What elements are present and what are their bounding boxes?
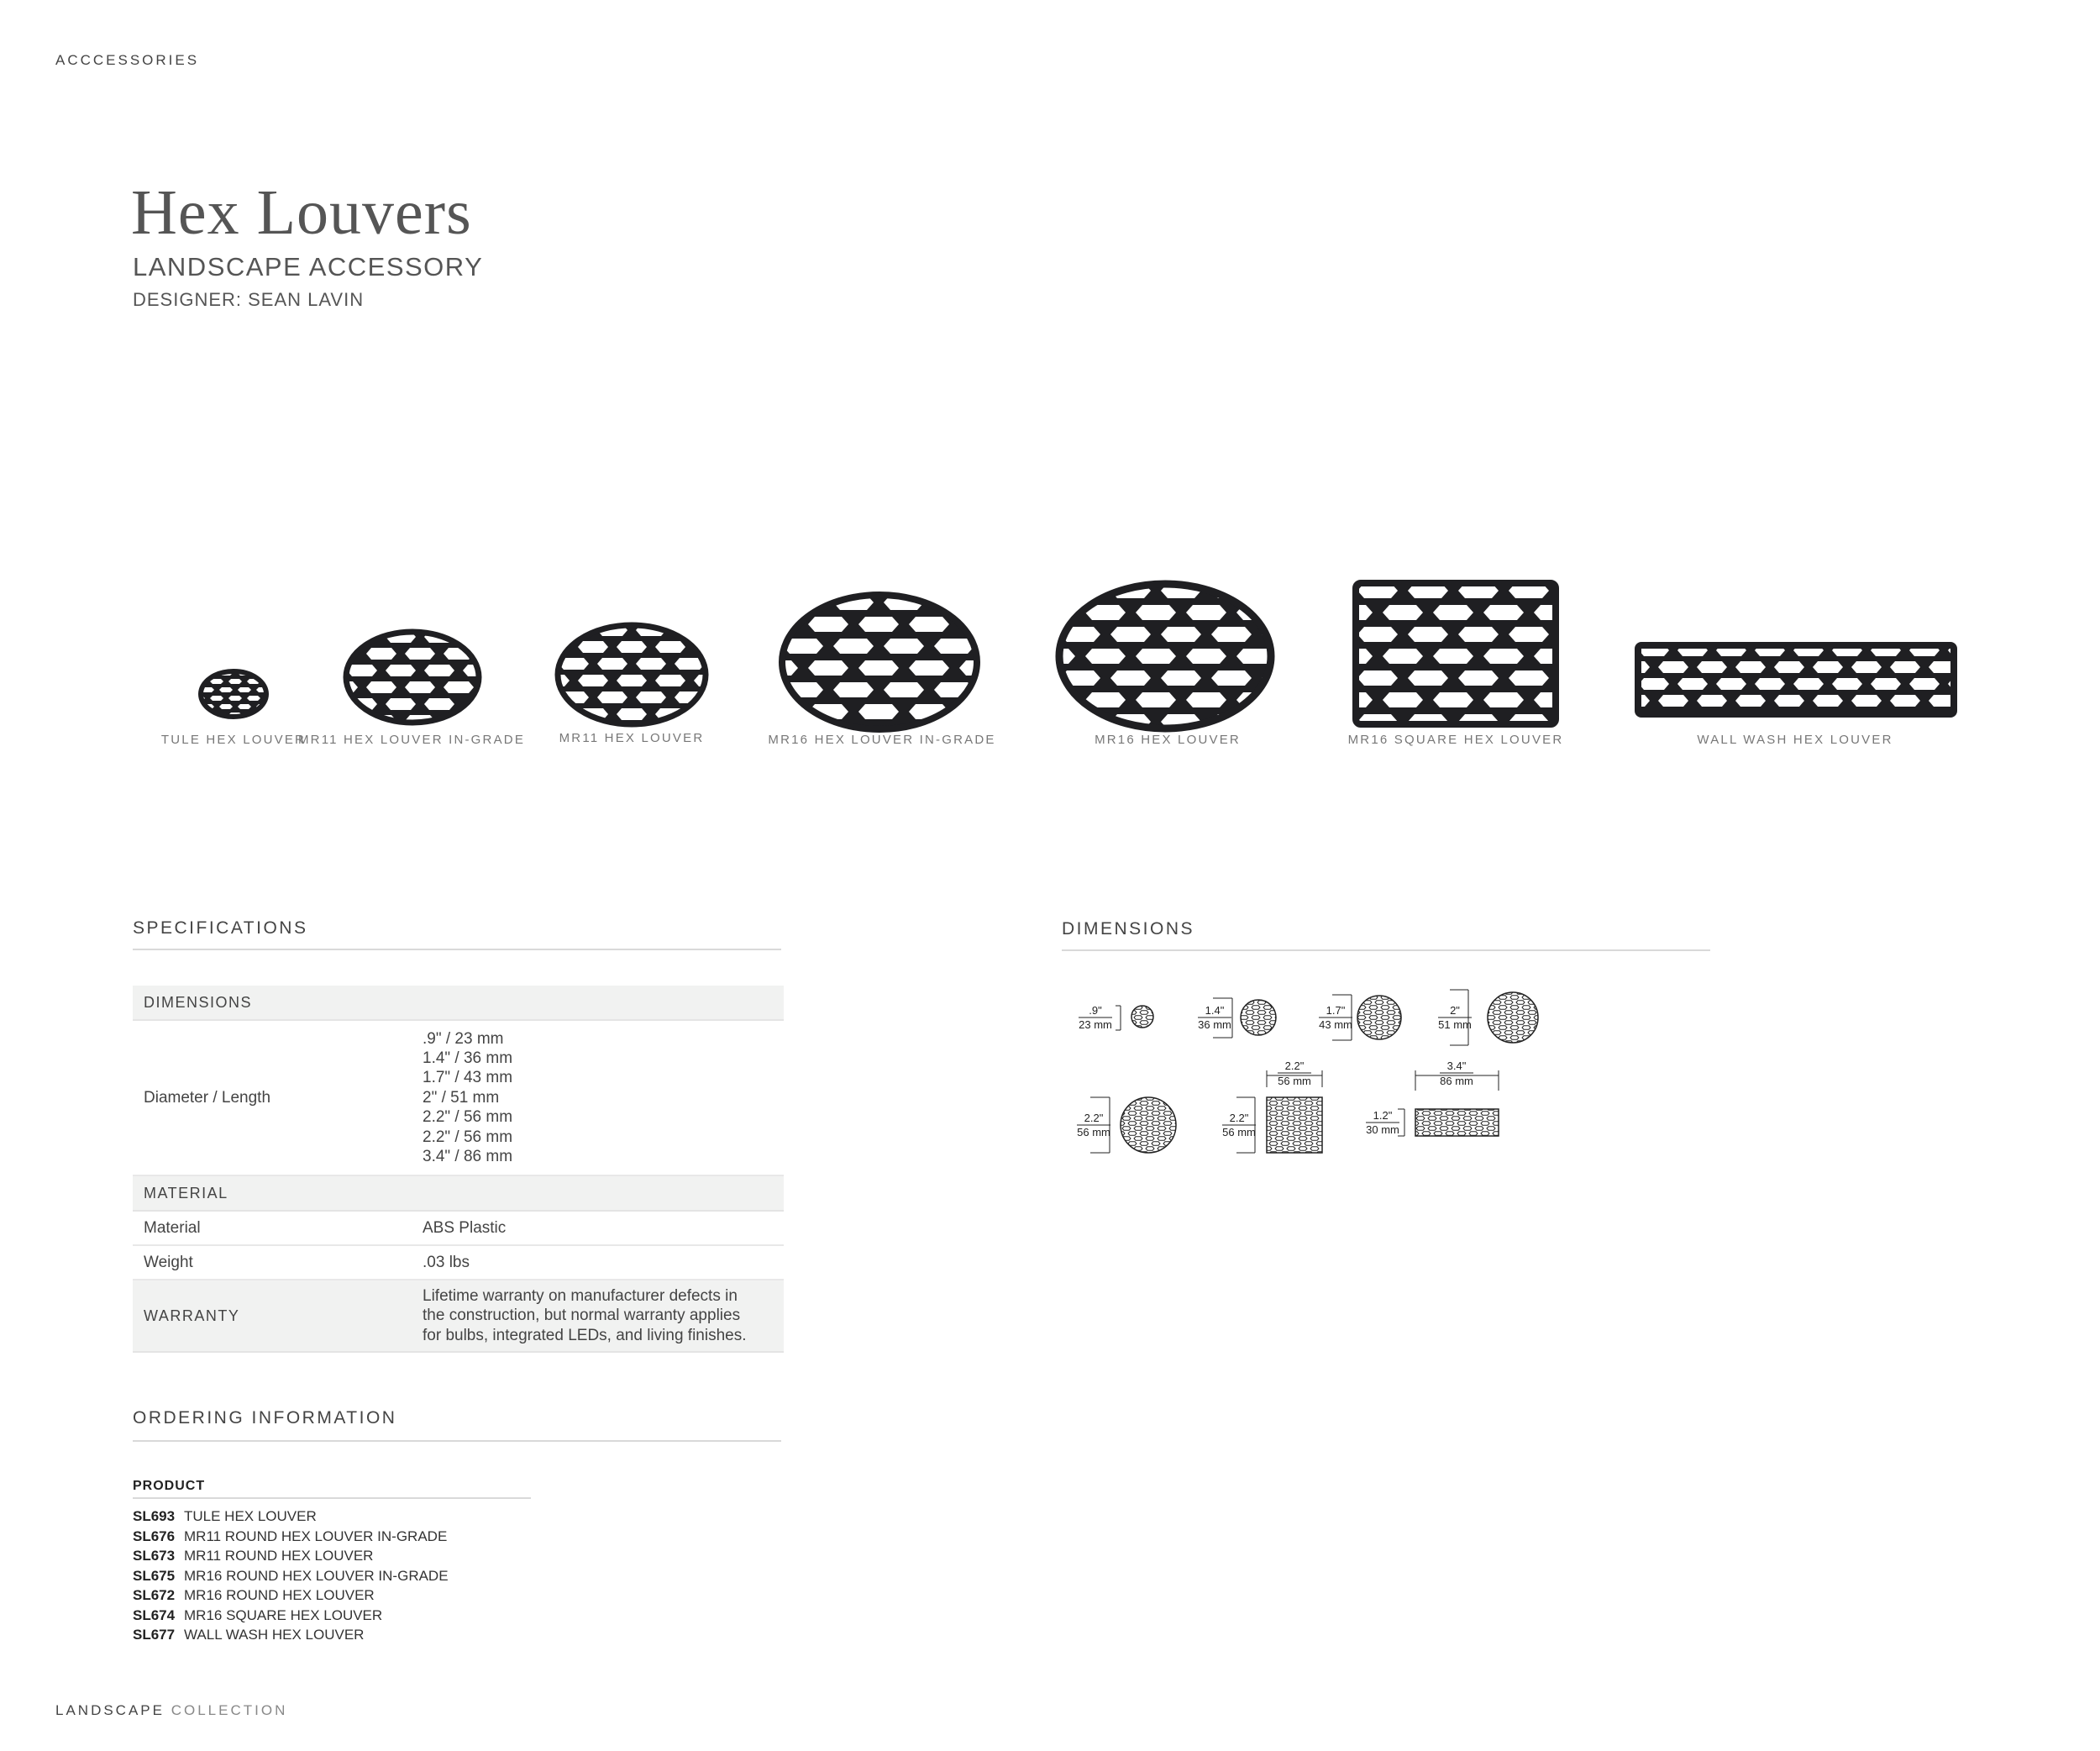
diameter-value: 1.4" / 36 mm — [423, 1049, 513, 1067]
spec-value: .03 lbs — [423, 1245, 784, 1280]
specifications-divider — [133, 949, 781, 950]
ordering-heading: ORDERING INFORMATION — [133, 1408, 397, 1428]
spec-label: Material — [133, 1211, 423, 1245]
mr11-hex-louver-image — [554, 622, 709, 728]
tule-hex-louver-image — [198, 669, 269, 719]
product-name: MR16 ROUND HEX LOUVER — [184, 1587, 375, 1603]
spec-category-row — [133, 1280, 784, 1352]
warranty-line: for bulbs, integrated LEDs, and living finishes. — [423, 1326, 747, 1344]
spec-category-label: DIMENSIONS — [133, 986, 784, 1020]
dim-top-inch: 2.2" — [1284, 1060, 1305, 1072]
mr16-square-hex-louver-image — [1352, 580, 1559, 728]
dim-mm: 43 mm — [1319, 1018, 1352, 1031]
product-gallery — [0, 555, 2100, 765]
diameter-value: 1.7" / 43 mm — [423, 1069, 513, 1087]
mr11-hex-louver-in-grade-image — [343, 628, 482, 726]
dim-mm: 56 mm — [1222, 1126, 1256, 1138]
product-label: MR16 HEX LOUVER IN-GRADE — [768, 733, 996, 747]
dim-inch: 1.4" — [1205, 1004, 1225, 1017]
dimension-drawing — [1438, 990, 1538, 1045]
product-code: SL673 — [133, 1548, 176, 1564]
list-item — [133, 1606, 449, 1626]
product-name: MR16 ROUND HEX LOUVER IN-GRADE — [184, 1567, 449, 1584]
footer-brand: LANDSCAPE — [55, 1702, 165, 1718]
mr16-hex-louver-image — [1055, 580, 1275, 733]
dim-top-mm: 56 mm — [1278, 1075, 1311, 1087]
specifications-table — [133, 986, 784, 1353]
spec-row — [133, 1245, 784, 1280]
diameter-value: 2.2" / 56 mm — [423, 1128, 513, 1146]
spec-category-row — [133, 1175, 784, 1211]
dimension-drawings — [1062, 975, 1583, 1168]
dim-top-inch: 3.4" — [1446, 1060, 1467, 1072]
dim-mm: 23 mm — [1079, 1018, 1112, 1031]
dim-top-mm: 86 mm — [1440, 1075, 1473, 1087]
spec-category-label: WARRANTY — [133, 1280, 423, 1352]
dim-inch: 2.2" — [1084, 1112, 1104, 1124]
list-item — [133, 1625, 449, 1645]
wall-wash-hex-louver-image — [1635, 642, 1957, 718]
product-label: MR16 SQUARE HEX LOUVER — [1347, 733, 1564, 747]
dim-inch: 2" — [1450, 1004, 1460, 1017]
dimension-drawing — [1222, 1060, 1322, 1153]
dimension-drawing — [1366, 1060, 1499, 1136]
dimension-drawing — [1079, 1004, 1153, 1031]
specifications-heading: SPECIFICATIONS — [133, 918, 308, 938]
ordering-list — [133, 1506, 449, 1645]
warranty-line: Lifetime warranty on manufacturer defects in — [423, 1286, 738, 1305]
footer-collection — [55, 1702, 287, 1719]
spec-label: Weight — [133, 1245, 423, 1280]
dim-inch: 1.7" — [1326, 1004, 1346, 1017]
product-label: WALL WASH HEX LOUVER — [1697, 733, 1893, 747]
spec-label: Diameter / Length — [133, 1020, 423, 1175]
dim-inch: 1.2" — [1373, 1109, 1393, 1122]
diameter-value: 3.4" / 86 mm — [423, 1148, 513, 1166]
spec-row — [133, 1020, 784, 1175]
dim-mm: 36 mm — [1198, 1018, 1231, 1031]
product-label: MR11 HEX LOUVER IN-GRADE — [297, 733, 526, 747]
diameter-values — [423, 1029, 773, 1167]
spec-category-label: MATERIAL — [133, 1175, 784, 1211]
diameter-value: 2.2" / 56 mm — [423, 1108, 513, 1127]
spec-value: ABS Plastic — [423, 1211, 784, 1245]
product-label: MR16 HEX LOUVER — [1095, 733, 1241, 747]
list-item — [133, 1566, 449, 1586]
product-name: MR11 ROUND HEX LOUVER — [184, 1548, 374, 1564]
page-title: Hex Louvers — [131, 177, 472, 248]
dimensions-heading: DIMENSIONS — [1062, 919, 1195, 939]
product-code: SL674 — [133, 1606, 176, 1623]
product-code: SL677 — [133, 1627, 176, 1643]
list-item — [133, 1527, 449, 1547]
mr16-hex-louver-in-grade-image — [778, 592, 981, 733]
dim-inch: .9" — [1089, 1004, 1102, 1017]
dimension-drawing — [1198, 998, 1276, 1038]
product-code: SL676 — [133, 1528, 176, 1544]
product-code: SL672 — [133, 1587, 176, 1603]
product-label: MR11 HEX LOUVER — [559, 731, 705, 745]
footer-collection-label: COLLECTION — [171, 1702, 288, 1718]
list-item — [133, 1506, 449, 1527]
product-label: TULE HEX LOUVER — [160, 733, 307, 747]
product-name: MR16 SQUARE HEX LOUVER — [184, 1606, 383, 1623]
warranty-line: the construction, but normal warranty applies — [423, 1307, 741, 1325]
dimension-drawing — [1077, 1097, 1176, 1153]
dim-inch: 2.2" — [1229, 1112, 1249, 1124]
diameter-value: .9" / 23 mm — [423, 1029, 504, 1048]
product-column-divider — [133, 1497, 531, 1499]
spec-category-row — [133, 986, 784, 1020]
spec-row — [133, 1211, 784, 1245]
product-code: SL675 — [133, 1567, 176, 1584]
product-name: MR11 ROUND HEX LOUVER IN-GRADE — [184, 1528, 448, 1544]
dimension-drawing — [1319, 995, 1401, 1040]
dim-mm: 51 mm — [1438, 1018, 1472, 1031]
warranty-text — [423, 1280, 784, 1352]
list-item — [133, 1546, 449, 1566]
diameter-value: 2" / 51 mm — [423, 1088, 500, 1107]
dim-mm: 56 mm — [1077, 1126, 1110, 1138]
product-name: WALL WASH HEX LOUVER — [184, 1627, 365, 1643]
product-column-heading: PRODUCT — [133, 1479, 206, 1493]
product-name: TULE HEX LOUVER — [184, 1508, 317, 1524]
page-subtitle: LANDSCAPE ACCESSORY — [133, 252, 484, 281]
section-label: ACCCESSORIES — [55, 52, 200, 68]
ordering-divider — [133, 1440, 781, 1442]
dimensions-divider — [1062, 949, 1710, 951]
product-code: SL693 — [133, 1508, 176, 1524]
designer-credit: DESIGNER: SEAN LAVIN — [133, 289, 365, 310]
list-item — [133, 1585, 449, 1606]
dim-mm: 30 mm — [1366, 1123, 1399, 1136]
spec-value — [423, 1020, 784, 1175]
